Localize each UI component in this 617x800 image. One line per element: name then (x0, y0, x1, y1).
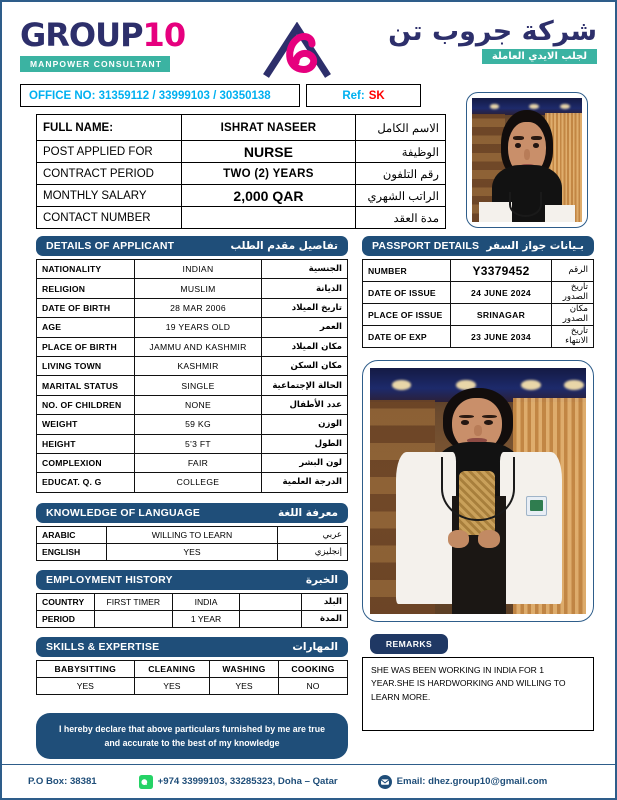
employment-arabic-label: البلد (302, 593, 348, 610)
detail-arabic-label: مكان السكن (262, 356, 348, 375)
details-of-applicant-table (36, 259, 348, 493)
applicant-full-photo (370, 368, 586, 614)
detail-arabic-label: الطول (262, 434, 348, 453)
employment-value-3 (240, 593, 302, 610)
document-header (2, 2, 615, 78)
details-title-en: DETAILS OF APPLICANT (46, 240, 175, 252)
table-row (37, 543, 348, 560)
language-value: YES (107, 543, 278, 560)
language-title-en: KNOWLEDGE OF LANGUAGE (46, 506, 201, 519)
contact-number-arabic: مدة العقد (356, 207, 446, 229)
phone-text: +974 33999103, 33285323, Doha – Qatar (157, 776, 338, 787)
contact-number-label: CONTACT NUMBER (37, 207, 182, 229)
detail-label: AGE (37, 318, 135, 337)
applicant-passport-photo-frame (466, 92, 588, 228)
language-arabic-label: إنجليزي (278, 543, 348, 560)
detail-value: COLLEGE (135, 473, 262, 492)
applicant-full-photo-frame (362, 360, 594, 622)
detail-value: SINGLE (135, 376, 262, 395)
passport-label: DATE OF EXP (363, 326, 451, 348)
applicant-passport-photo (472, 98, 582, 222)
email-icon (378, 775, 392, 789)
contract-period-value: TWO (2) YEARS (181, 163, 355, 185)
post-applied-value: NURSE (181, 141, 355, 163)
fullname-label: FULL NAME: (37, 115, 182, 141)
skills-table (36, 660, 348, 695)
monthly-salary-value: 2,000 QAR (181, 185, 355, 207)
employment-table (36, 593, 348, 628)
contract-period-arabic: رقم التلفون (356, 163, 446, 185)
passport-label: PLACE OF ISSUE (363, 304, 451, 326)
reference-box (306, 84, 421, 107)
table-row (363, 304, 594, 326)
table-row (37, 453, 348, 472)
table-row (37, 141, 446, 163)
table-row (37, 473, 348, 492)
passport-value: 23 JUNE 2034 (451, 326, 552, 348)
passport-value: SRINAGAR (451, 304, 552, 326)
language-table (36, 526, 348, 561)
footer-email (378, 775, 548, 789)
table-row (363, 260, 594, 282)
table-row (37, 593, 348, 610)
skill-header: WASHING (210, 660, 279, 677)
language-value: WILLING TO LEARN (107, 526, 278, 543)
detail-value: 5'3 FT (135, 434, 262, 453)
passport-title-en: PASSPORT DETAILS (372, 240, 480, 252)
table-row (37, 318, 348, 337)
table-row (37, 526, 348, 543)
detail-value: MUSLIM (135, 279, 262, 298)
detail-label: NATIONALITY (37, 260, 135, 279)
email-text: Email: dhez.group10@gmail.com (396, 776, 548, 787)
detail-value: 59 KG (135, 415, 262, 434)
arabic-tagline: لجلب الايدي العاملة (482, 49, 597, 64)
remarks-text: SHE WAS BEEN WORKING IN INDIA FOR 1 YEAR.SHE IS HARDWORKING AND WILLING TO LEARN MORE. (362, 657, 594, 731)
language-label: ARABIC (37, 526, 107, 543)
detail-label: RELIGION (37, 279, 135, 298)
employment-arabic-label: المدة (302, 610, 348, 627)
detail-value: NONE (135, 395, 262, 414)
office-contact-bar (20, 84, 421, 107)
detail-arabic-label: الجنسية (262, 260, 348, 279)
detail-label: LIVING TOWN (37, 356, 135, 375)
remarks-section (362, 634, 594, 731)
skill-header: CLEANING (134, 660, 209, 677)
detail-arabic-label: مكان الميلاد (262, 337, 348, 356)
skill-header: COOKING (279, 660, 348, 677)
detail-arabic-label: الديانة (262, 279, 348, 298)
remarks-title: REMARKS (370, 634, 448, 654)
detail-label: EDUCAT. Q. G (37, 473, 135, 492)
post-applied-label: POST APPLIED FOR (37, 141, 182, 163)
footer-pobox (28, 776, 97, 787)
employment-label: PERIOD (37, 610, 95, 627)
fullname-arabic-label: الاسم الكامل (356, 115, 446, 141)
whatsapp-icon (139, 775, 153, 789)
passport-value: Y3379452 (451, 260, 552, 282)
detail-label: COMPLEXION (37, 453, 135, 472)
passport-details-header (362, 236, 594, 256)
detail-arabic-label: لون البشر (262, 453, 348, 472)
detail-arabic-label: عدد الأطفال (262, 395, 348, 414)
table-row (37, 660, 348, 677)
detail-arabic-label: الحالة الإجتماعية (262, 376, 348, 395)
employment-value-3 (240, 610, 302, 627)
passport-details-table (362, 259, 594, 348)
skill-header: BABYSITTING (37, 660, 135, 677)
detail-arabic-label: تاريخ الميلاد (262, 298, 348, 317)
logo-wordmark (20, 16, 185, 54)
table-row (37, 298, 348, 317)
employment-header (36, 570, 348, 590)
table-row (37, 395, 348, 414)
language-header (36, 503, 348, 523)
detail-value: 19 YEARS OLD (135, 318, 262, 337)
group10-arch-spiral-logo-icon (260, 22, 334, 80)
employment-value-2: 1 YEAR (172, 610, 240, 627)
company-arabic-branding (388, 18, 597, 64)
table-row (37, 610, 348, 627)
detail-value: FAIR (135, 453, 262, 472)
left-column (36, 236, 348, 759)
office-number-box (20, 84, 300, 107)
detail-value: KASHMIR (135, 356, 262, 375)
detail-label: NO. OF CHILDREN (37, 395, 135, 414)
pobox-text: P.O Box: 38381 (28, 776, 97, 787)
employment-label: COUNTRY (37, 593, 95, 610)
table-row (37, 677, 348, 694)
fullname-value: ISHRAT NASEER (181, 115, 355, 141)
applicant-summary-table (36, 114, 446, 229)
employment-value-2: INDIA (172, 593, 240, 610)
right-column (362, 236, 594, 731)
table-row (37, 207, 446, 229)
table-row (37, 376, 348, 395)
employment-title-ar: الخبرة (305, 573, 338, 586)
declaration-banner: I hereby declare that above particulars furnished by me are true and accurate to the best of my knowledge (36, 713, 348, 759)
passport-label: DATE OF ISSUE (363, 282, 451, 304)
skill-value: NO (279, 677, 348, 694)
monthly-salary-label: MONTHLY SALARY (37, 185, 182, 207)
table-row (37, 185, 446, 207)
table-row (363, 326, 594, 348)
passport-arabic-label: تاريخ الصدور (552, 282, 594, 304)
detail-label: MARITAL STATUS (37, 376, 135, 395)
skills-title-ar: المهارات (292, 640, 338, 653)
detail-value: INDIAN (135, 260, 262, 279)
post-applied-arabic: الوظيفة (356, 141, 446, 163)
skill-value: YES (37, 677, 135, 694)
table-row (37, 163, 446, 185)
reference-value: SK (368, 89, 385, 102)
detail-value: JAMMU AND KASHMIR (135, 337, 262, 356)
passport-value: 24 JUNE 2024 (451, 282, 552, 304)
employment-value-1: FIRST TIMER (94, 593, 172, 610)
office-number-text: OFFICE NO: 31359112 / 33999103 / 30350138 (29, 89, 271, 102)
reference-label: Ref: (342, 89, 365, 102)
contact-number-value (181, 207, 355, 229)
footer-phone (139, 775, 338, 789)
knowledge-of-language-section (36, 503, 348, 561)
detail-arabic-label: الوزن (262, 415, 348, 434)
table-row (37, 356, 348, 375)
table-row (37, 434, 348, 453)
detail-arabic-label: العمر (262, 318, 348, 337)
passport-title-ar: بـيانات جواز السفر (486, 240, 584, 252)
details-title-ar: تفاصيل مقدم الطلب (230, 240, 338, 252)
table-row (37, 279, 348, 298)
monthly-salary-arabic: الراتب الشهري (356, 185, 446, 207)
skills-header (36, 637, 348, 657)
arabic-company-name: شركة جروب تن (388, 16, 597, 47)
detail-label: PLACE OF BIRTH (37, 337, 135, 356)
details-of-applicant-header (36, 236, 348, 256)
logo-group-text: GROUP (20, 16, 143, 54)
document-footer (2, 764, 615, 798)
passport-arabic-label: تاريخ الانتهاء (552, 326, 594, 348)
detail-label: DATE OF BIRTH (37, 298, 135, 317)
logo-tagline: MANPOWER CONSULTANT (20, 56, 170, 72)
skills-title-en: SKILLS & EXPERTISE (46, 640, 160, 653)
passport-arabic-label: مكان الصدور (552, 304, 594, 326)
detail-label: WEIGHT (37, 415, 135, 434)
detail-value: 28 MAR 2006 (135, 298, 262, 317)
employment-history-section (36, 570, 348, 628)
language-arabic-label: عربي (278, 526, 348, 543)
contract-period-label: CONTRACT PERIOD (37, 163, 182, 185)
language-label: ENGLISH (37, 543, 107, 560)
table-row (37, 337, 348, 356)
detail-arabic-label: الدرجة العلمية (262, 473, 348, 492)
detail-label: HEIGHT (37, 434, 135, 453)
table-row (37, 415, 348, 434)
skill-value: YES (210, 677, 279, 694)
employment-title-en: EMPLOYMENT HISTORY (46, 573, 173, 586)
employment-value-1 (94, 610, 172, 627)
table-row (363, 282, 594, 304)
logo-ten-text: 10 (142, 16, 186, 54)
language-title-ar: معرفة اللغة (278, 506, 338, 519)
table-row (37, 115, 446, 141)
company-logo (20, 16, 185, 72)
passport-label: NUMBER (363, 260, 451, 282)
table-row (37, 260, 348, 279)
skill-value: YES (134, 677, 209, 694)
passport-arabic-label: الرقم (552, 260, 594, 282)
skills-expertise-section (36, 637, 348, 695)
